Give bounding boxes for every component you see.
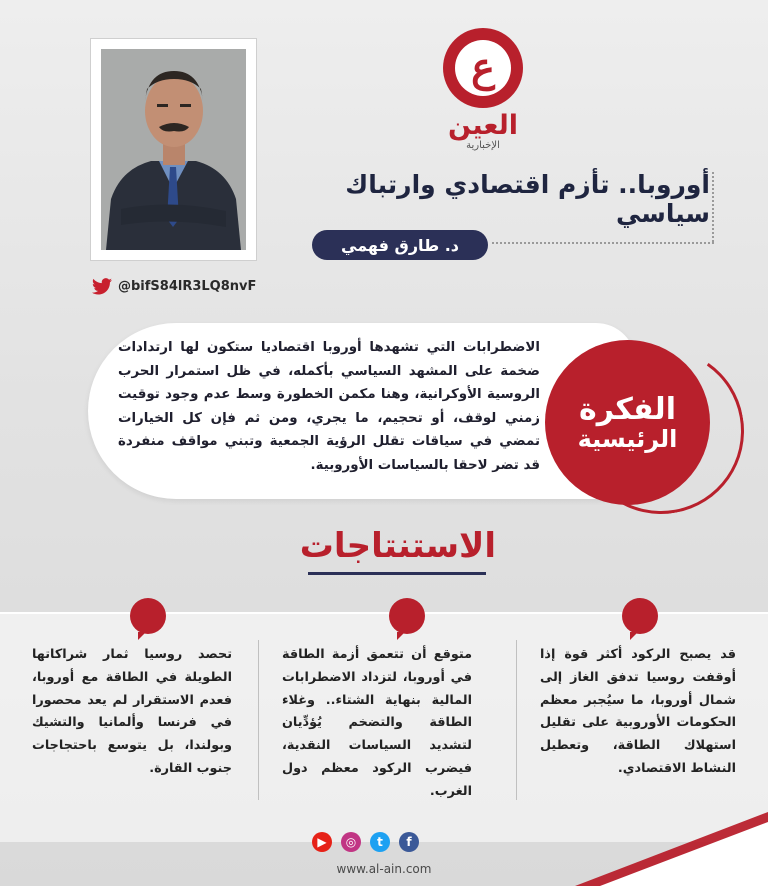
- instagram-icon[interactable]: ◎: [341, 832, 361, 852]
- twitter-icon[interactable]: t: [370, 832, 390, 852]
- main-idea-badge: [545, 340, 710, 505]
- corner-decoration-white: [600, 822, 768, 886]
- twitter-handle-row: [92, 274, 256, 298]
- website-link[interactable]: www.al-ain.com: [336, 862, 432, 876]
- author-portrait-illustration: [101, 49, 246, 250]
- column-separator: [258, 640, 259, 800]
- dotted-frame-bottom: [492, 242, 714, 244]
- main-idea-label-line1: الفكرة: [579, 391, 676, 427]
- speech-bubble-icon: [130, 598, 166, 634]
- conclusion-item: متوقع أن تتعمق أزمة الطاقة في أوروبا، لتزداد الاضطرابات المالية بنهاية الشتاء.. وغلاء الطاقة والتضخم يُؤدِّيان لتشديد السياسات النقدية، فيضرب الركود معظم دول الغرب.: [282, 647, 472, 799]
- conclusions-title: الاستنتاجات: [299, 526, 496, 566]
- logo-name: العين: [448, 110, 518, 141]
- conclusions-underline: [308, 572, 486, 575]
- dotted-frame-right: [712, 172, 714, 242]
- speech-bubble-icon: [622, 598, 658, 634]
- column-separator: [516, 640, 517, 800]
- twitter-handle[interactable]: @bifS84lR3LQ8nvF: [118, 278, 257, 294]
- main-idea-text: الاضطرابات التي تشهدها أوروبا اقتصاديا ستكون لها ارتدادات ضخمة على المشهد السياسي بأكمله، في ظل استمرار الحرب الروسية الأوكرانية، وهنا مكمن الخطورة وسط عدم وجود توقيت زمني لوقف، أو تحجيم، ما يجري، ومن ثم فإن كل الخيارات تمضي في سياقات تقلل الرؤية الجمعية وتبني مواقف منفردة قد تضر لاحقا بالسياسات الأوروبية.: [118, 340, 540, 473]
- social-links: [312, 832, 419, 856]
- main-idea-label-line2: الرئيسية: [577, 424, 678, 453]
- conclusion-item: قد يصبح الركود أكثر قوة إذا أوقفت روسيا تدفق الغاز إلى شمال أوروبا، ما سيُجبر معظم الحكومات الأوروبية على تقليل استهلاك الطاقة، وتعطيل النشاط الاقتصادي.: [540, 647, 736, 776]
- logo-ring: [443, 28, 523, 108]
- youtube-icon[interactable]: ▶: [312, 832, 332, 852]
- logo-glyph: ع: [455, 40, 511, 96]
- author-name-badge: د. طارق فهمي: [312, 230, 488, 260]
- photo-frame: [101, 49, 246, 250]
- speech-bubble-icon: [389, 598, 425, 634]
- headline: أوروبا.. تأزم اقتصادي وارتباك سياسي: [345, 170, 710, 228]
- conclusion-item: تحصد روسيا ثمار شراكاتها الطويلة في الطاقة مع أوروبا، فعدم الاستقرار لم يعد محصورا في فرنسا وألمانيا والتشيك وبولندا، بل يتوسع باحتجاجات جنوب القارة.: [32, 647, 232, 776]
- twitter-icon: [92, 278, 112, 295]
- logo-subtitle: الإخبارية: [466, 140, 500, 151]
- facebook-icon[interactable]: f: [399, 832, 419, 852]
- author-photo: [90, 38, 257, 261]
- brand-logo: [438, 28, 528, 158]
